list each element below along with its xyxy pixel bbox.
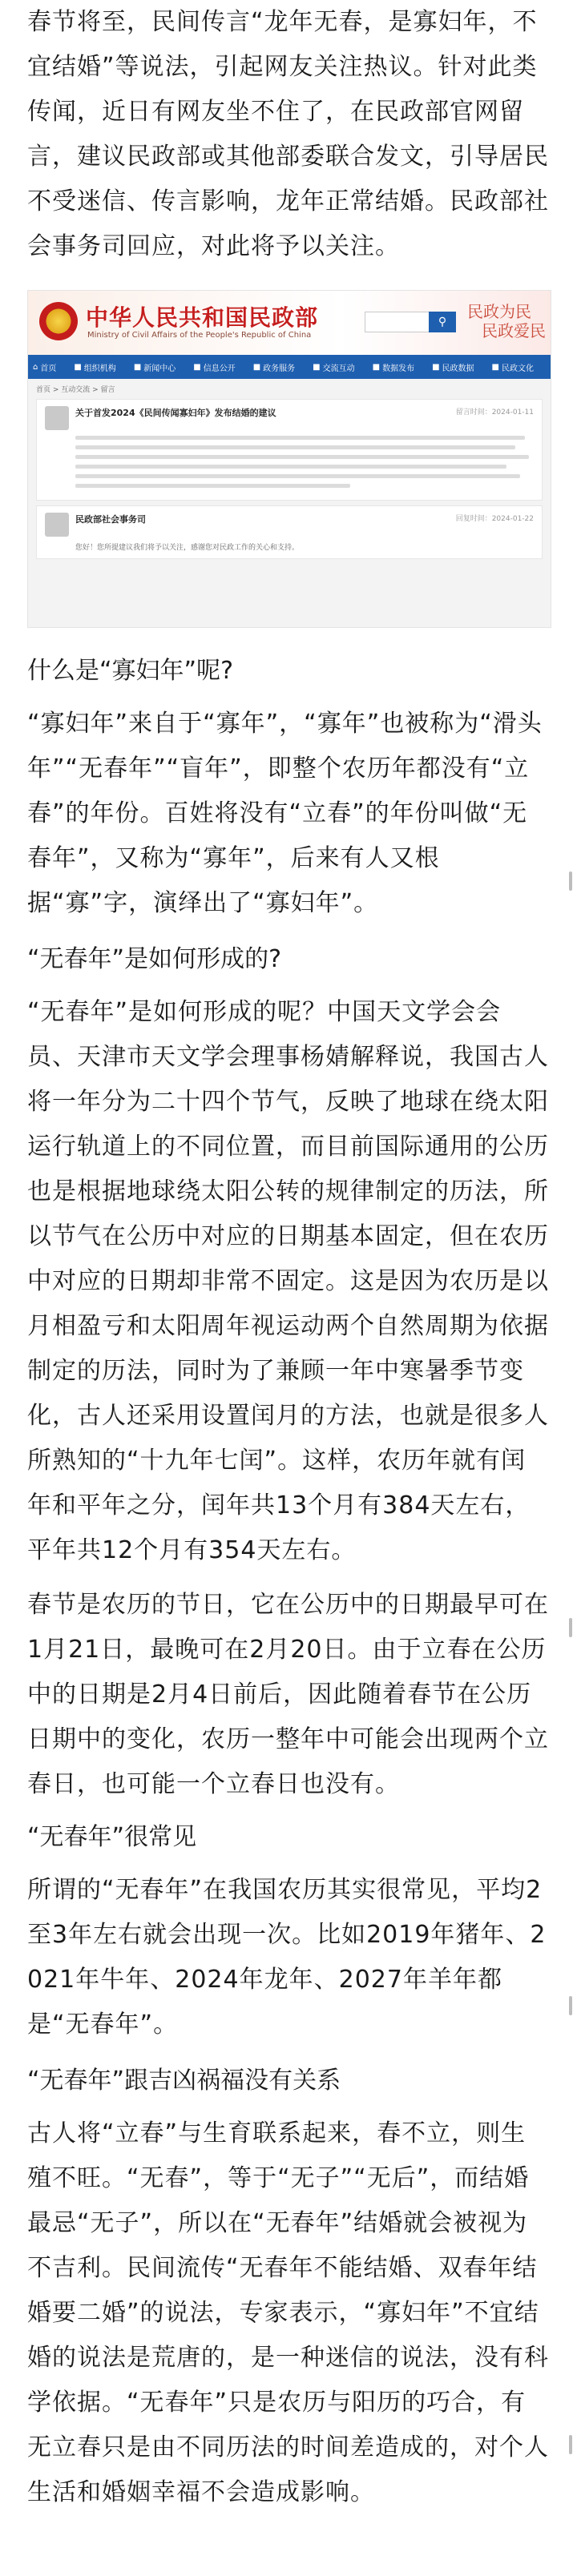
nav-icon: ■ [133,362,142,372]
nav-icon: ■ [432,362,440,372]
nav-item: ■ 民政数据 [432,362,474,373]
calligraphy-slogan [467,302,546,340]
message-body [75,436,534,488]
national-emblem-icon [39,302,78,340]
avatar [45,406,69,430]
section-paragraph: “无春年”是如何形成的呢？中国天文学会会员、天津市天文学会理事杨婧解释说，我国古人将一年分为二十四个节气，反映了地球在绕太阳运行轨道上的不同位置，而目前国际通用的公历也是根据地球绕太阳公转的规律制定的历法，所以节气在公历中对应的日期基本固定，但在农历中对应的日期却非常不固定。这是因为农历是以月相盈亏和太阳周年视运动两个自然周期为依据制定的历法，同时为了兼顾一年中寒暑季节变化，古人还采用设置闰月的方法，也就是很多人所熟知的“十九年七闰”。这样，农历年就有闰年和平年之分，闰年共13个月有384天左右，平年共12个月有354天左右。 [27,998,549,1564]
site-search-input [365,312,430,332]
calligraphy-line: 民政爱民 [482,321,546,340]
nav-icon: ■ [372,362,381,372]
message-time: 留言时间：2024-01-11 [455,409,534,417]
nav-item: ■ 信息公开 [193,362,236,373]
message-card [36,399,543,501]
nav-icon: ■ [313,362,321,372]
nav-item: ⌂ 首页 [33,362,57,373]
section-paragraph: 春节是农历的节日，它在公历中的日期最早可在1月21日，最晚可在2月20日。由于立春在公历中的日期是2月4日前后，因此随着春节在公历日期中的变化，农历一整年中可能会出现两个立春日，也可能一个立春日也没有。 [27,1591,549,1798]
nav-item: ■ 数据发布 [372,362,415,373]
nav-icon: ■ [74,362,82,372]
reply-time: 回复时间：2024-01-22 [455,515,534,523]
home-icon: ⌂ [33,362,38,372]
nav-item: ■ 交流互动 [313,362,355,373]
nav-item: ■ 民政文化 [491,362,534,373]
site-title: 中华人民共和国民政部 [86,304,319,331]
nav-item: ■ 组织机构 [74,362,116,373]
search-icon: ⚲ [429,312,456,332]
reply-text: 您好！您所提建议我们将予以关注，感谢您对民政工作的关心和支持。 [75,544,300,552]
site-header [28,291,551,355]
nav-item: ■ 新闻中心 [133,362,176,373]
section-paragraph: “寡妇年”来自于“寡年”，“寡年”也被称为“滑头年”“无春年”“盲年”，即整个农历年都没有“立春”的年份。百姓将没有“立春”的年份叫做“无春年”，又称为“寡年”，后来有人又根据“寡”字，演绎出了“寡妇年”。 [27,710,543,917]
nav-icon: ■ [252,362,261,372]
scrollbar-thumb[interactable] [569,871,572,891]
site-navbar [28,355,551,379]
message-title: 关于首发2024《民间传闻寡妇年》发布结婚的建议 [75,408,276,418]
avatar [45,513,69,537]
section-heading: “无春年”很常见 [27,1823,197,1851]
nav-icon: ■ [193,362,201,372]
breadcrumb: 首页 > 互动交流 > 留言 [36,386,115,394]
nav-icon: ■ [491,362,499,372]
embedded-website-screenshot [27,290,551,628]
scrollbar-thumb[interactable] [569,2435,572,2454]
section-heading: 什么是“寡妇年”呢? [27,657,234,685]
reply-card [36,505,543,559]
section-paragraph: 所谓的“无春年”在我国农历其实很常见，平均2至3年左右就会出现一次。比如2019年猪年、2021年牛年、2024年龙年、2027年羊年都是“无春年”。 [27,1876,547,2039]
section-paragraph: 古人将“立春”与生育联系起来，春不立，则生殖不旺。“无春”，等于“无子”“无后”，而结婚最忌“无子”，所以在“无春年”结婚就会被视为不吉利。民间流传“无春年不能结婚、双春年结婚要二婚”的说法，专家表示，“寡妇年”不宜结婚的说法是荒唐的，是一种迷信的说法，没有科学依据。“无春年”只是农历与阳历的巧合，有无立春只是由不同历法的时间差造成的，对个人生活和婚姻幸福不会造成影响。 [27,2119,549,2506]
intro-paragraph: 春节将至，民间传言“龙年无春，是寡妇年，不宜结婚”等说法，引起网友关注热议。针对此类传闻，近日有网友坐不住了，在民政部官网留言，建议民政部或其他部委联合发文，引导居民不受迷信、传言影响，龙年正常结婚。民政部社会事务司回应，对此将予以关注。 [27,8,549,260]
reply-org: 民政部社会事务司 [75,514,146,525]
nav-item: ■ 政务服务 [252,362,296,373]
scrollbar-thumb[interactable] [569,1618,572,1637]
calligraphy-line: 民政为民 [467,302,531,321]
scrollbar-thumb[interactable] [569,1996,572,2015]
section-heading: “无春年”跟吉凶祸福没有关系 [27,2067,341,2095]
section-heading: “无春年”是如何形成的? [27,945,282,973]
site-subtitle: Ministry of Civil Affairs of the People's Republic of China [87,331,312,340]
